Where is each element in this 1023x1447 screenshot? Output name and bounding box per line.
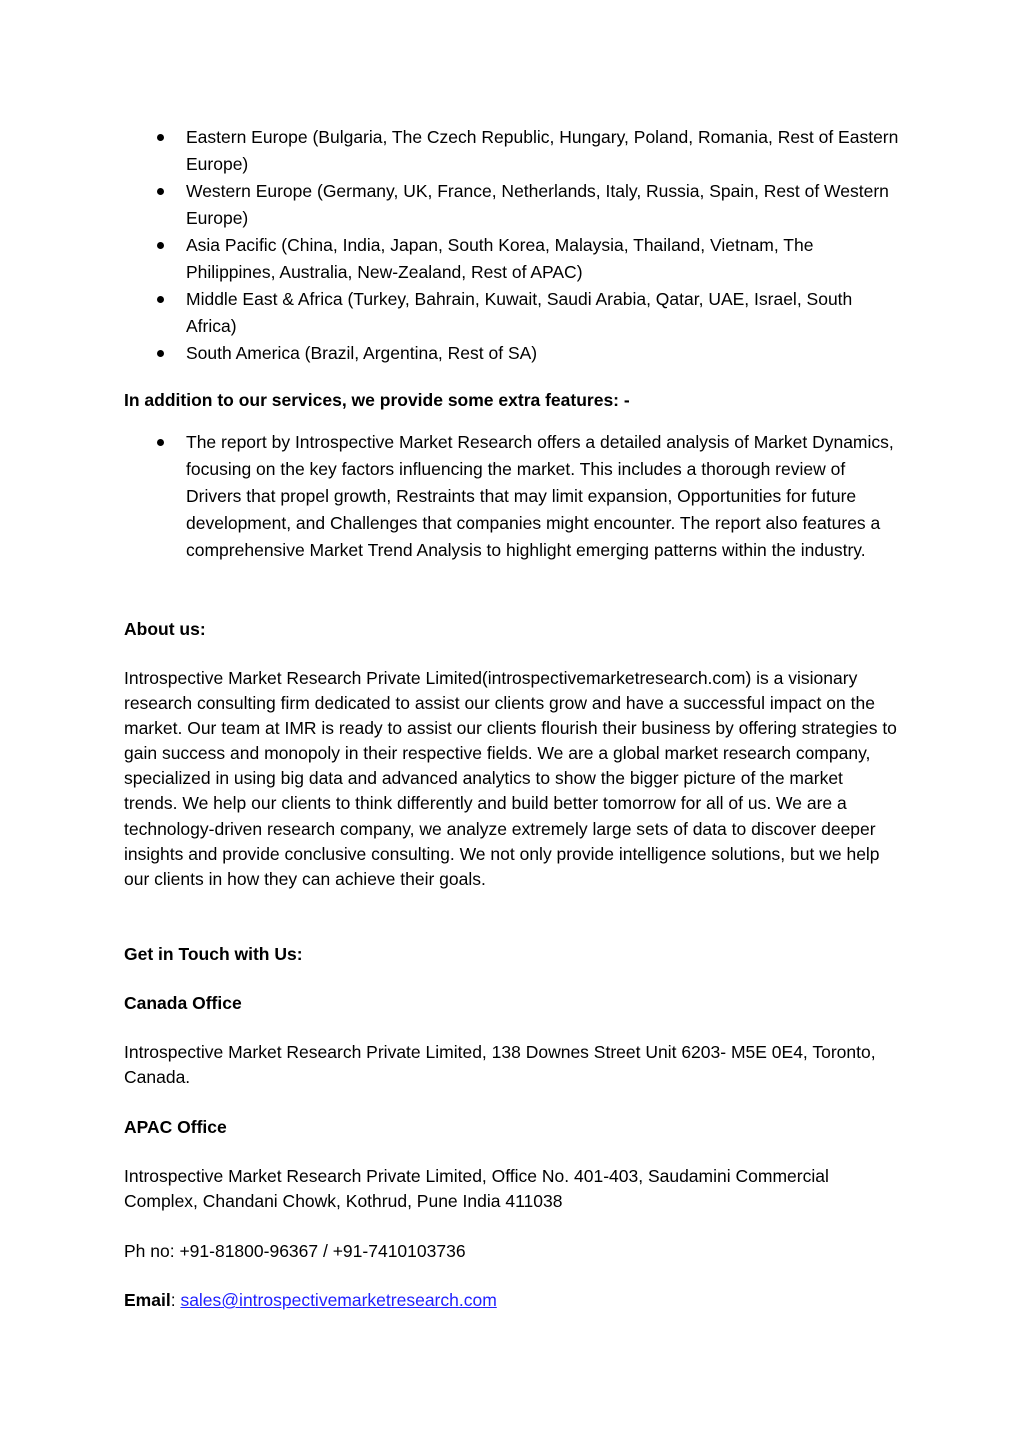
- bullet-icon: [157, 350, 164, 357]
- extras-text: The report by Introspective Market Research offers a detailed analysis of Market Dynamics, focusing on the key factors influencing the market. This includes a thorough review of Drivers that propel growth, Restraints that may limit expansion, Opportunities for future development, and Challenges that companies might encounter. The report also features a comprehensive Market Trend Analysis to highlight emerging patterns within the industry.: [186, 432, 894, 560]
- region-text: Asia Pacific (China, India, Japan, South Korea, Malaysia, Thailand, Vietnam, The Philippines, Australia, New-Zealand, Rest of APAC): [186, 235, 814, 282]
- bullet-icon: [157, 134, 164, 141]
- bullet-icon: [157, 296, 164, 303]
- region-text: South America (Brazil, Argentina, Rest of SA): [186, 343, 538, 363]
- extras-heading: In addition to our services, we provide some extra features: -: [124, 390, 630, 410]
- list-item: [124, 286, 904, 340]
- bullet-icon: [157, 188, 164, 195]
- region-text: Western Europe (Germany, UK, France, Netherlands, Italy, Russia, Spain, Rest of Western Europe): [186, 181, 889, 228]
- extras-list: [124, 429, 904, 564]
- list-item: [124, 124, 904, 178]
- phone-numbers: Ph no: +91-81800-96367 / +91-7410103736: [124, 1241, 466, 1261]
- canada-office-heading: Canada Office: [124, 993, 242, 1013]
- email-link[interactable]: sales@introspectivemarketresearch.com: [180, 1290, 497, 1310]
- list-item: [124, 232, 904, 286]
- about-heading: About us:: [124, 619, 206, 639]
- email-line: [124, 1287, 497, 1314]
- bullet-icon: [157, 439, 164, 446]
- apac-office-address: Introspective Market Research Private Limited, Office No. 401-403, Saudamini Commercial Complex, Chandani Chowk, Kothrud, Pune India 411038: [124, 1166, 829, 1212]
- email-label: Email: [124, 1290, 171, 1310]
- list-item: [124, 178, 904, 232]
- about-body: Introspective Market Research Private Limited(introspectivemarketresearch.com) is a visionary research consulting firm dedicated to assist our clients grow and have a successful impact on the market. Our team at IMR is ready to assist our clients flourish their business by offering strategies to gain success and monopoly in their respective fields. We are a global market research company, specialized in using big data and advanced analytics to show the bigger picture of the market trends. We help our clients to think differently and build better tomorrow for all of us. We are a technology-driven research company, we analyze extremely large sets of data to discover deeper insights and provide conclusive consulting. We not only provide intelligence solutions, but we help our clients in how they can achieve their goals.: [124, 668, 897, 889]
- region-text: Eastern Europe (Bulgaria, The Czech Republic, Hungary, Poland, Romania, Rest of Eastern Europe): [186, 127, 899, 174]
- region-text: Middle East & Africa (Turkey, Bahrain, Kuwait, Saudi Arabia, Qatar, UAE, Israel, South Africa): [186, 289, 853, 336]
- list-item: [124, 340, 904, 367]
- email-separator: :: [170, 1290, 181, 1310]
- list-item: [124, 429, 904, 564]
- apac-office-heading: APAC Office: [124, 1117, 227, 1137]
- contact-heading: Get in Touch with Us:: [124, 944, 303, 964]
- canada-office-address: Introspective Market Research Private Limited, 138 Downes Street Unit 6203- M5E 0E4, Toronto, Canada.: [124, 1042, 876, 1088]
- bullet-icon: [157, 242, 164, 249]
- regions-list: [124, 124, 904, 367]
